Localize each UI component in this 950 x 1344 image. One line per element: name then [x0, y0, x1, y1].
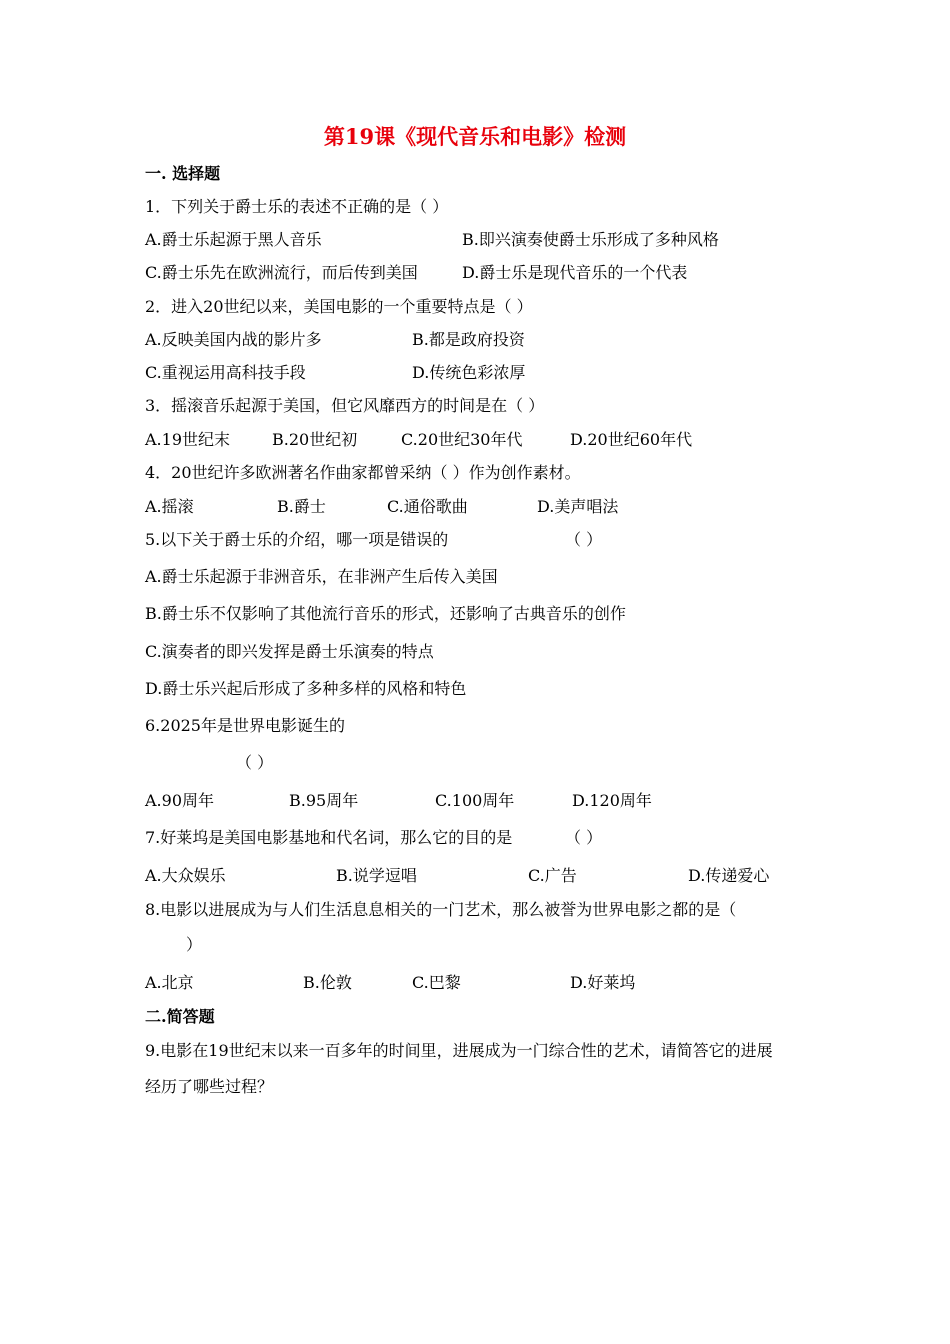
question-1-option-d: D.爵士乐是现代音乐的一个代表 — [462, 263, 688, 282]
question-3-option-d: D.20世纪60年代 — [570, 430, 693, 449]
question-6-option-d: D.120周年 — [572, 791, 652, 810]
section-heading-choice: 一. 选择题 — [145, 164, 221, 183]
question-1-option-c: C.爵士乐先在欧洲流行，而后传到美国 — [145, 263, 418, 282]
question-1-option-a: A.爵士乐起源于黑人音乐 — [145, 230, 322, 249]
question-7-option-c: C.广告 — [528, 866, 577, 885]
question-4-option-b: B.爵士 — [277, 497, 326, 516]
section-heading-short-answer: 二.简答题 — [145, 1007, 215, 1026]
question-4-stem: 4．20世纪许多欧洲著名作曲家都曾采纳（ ）作为创作素材。 — [145, 463, 581, 482]
question-7-option-d: D.传递爱心 — [688, 866, 770, 885]
question-2-option-b: B.都是政府投资 — [412, 330, 525, 349]
page-title: 第19课《现代音乐和电影》检测 — [323, 124, 627, 149]
question-5-option-b: B.爵士乐不仅影响了其他流行音乐的形式，还影响了古典音乐的创作 — [145, 604, 626, 623]
question-4-option-c: C.通俗歌曲 — [387, 497, 468, 516]
question-5-option-d: D.爵士乐兴起后形成了多种多样的风格和特色 — [145, 679, 467, 698]
question-4-option-a: A.摇滚 — [145, 497, 194, 516]
question-8-option-c: C.巴黎 — [412, 973, 461, 992]
question-6-stem: 6.2025年是世界电影诞生的 — [145, 716, 345, 735]
question-8-option-a: A.北京 — [145, 973, 194, 992]
question-3-stem: 3．摇滚音乐起源于美国，但它风靡西方的时间是在（ ） — [145, 396, 545, 415]
question-7-stem: 7.好莱坞是美国电影基地和代名词，那么它的目的是 — [145, 828, 513, 847]
question-7-option-b: B.说学逗唱 — [336, 866, 417, 885]
question-3-option-b: B.20世纪初 — [272, 430, 358, 449]
question-9-line-2: 经历了哪些过程？ — [145, 1077, 274, 1096]
question-9-line-1: 9.电影在19世纪末以来一百多年的时间里，进展成为一门综合性的艺术，请简答它的进展 — [145, 1041, 773, 1060]
question-6-option-c: C.100周年 — [435, 791, 515, 810]
question-6-option-a: A.90周年 — [145, 791, 215, 810]
question-8-option-d: D.好莱坞 — [570, 973, 636, 992]
question-2-option-d: D.传统色彩浓厚 — [412, 363, 526, 382]
question-5-stem: 5.以下关于爵士乐的介绍，哪一项是错误的 — [145, 530, 449, 549]
question-5-option-a: A.爵士乐起源于非洲音乐，在非洲产生后传入美国 — [145, 567, 498, 586]
question-1-option-b: B.即兴演奏使爵士乐形成了多种风格 — [462, 230, 719, 249]
question-6-option-b: B.95周年 — [289, 791, 359, 810]
question-8-stem-continued: ） — [186, 935, 203, 954]
question-5-answer-blank: （ ） — [565, 530, 603, 549]
question-2-option-a: A.反映美国内战的影片多 — [145, 330, 322, 349]
question-5-option-c: C.演奏者的即兴发挥是爵士乐演奏的特点 — [145, 642, 434, 661]
question-2-stem: 2．进入20世纪以来，美国电影的一个重要特点是（ ） — [145, 297, 533, 316]
question-7-answer-blank: （ ） — [565, 828, 603, 847]
question-3-option-a: A.19世纪末 — [145, 430, 231, 449]
question-2-option-c: C.重视运用高科技手段 — [145, 363, 306, 382]
question-8-stem: 8.电影以进展成为与人们生活息息相关的一门艺术，那么被誉为世界电影之都的是（ — [145, 900, 737, 919]
question-1-stem: 1．下列关于爵士乐的表述不正确的是（ ） — [145, 197, 449, 216]
question-8-option-b: B.伦敦 — [303, 973, 352, 992]
question-3-option-c: C.20世纪30年代 — [401, 430, 523, 449]
question-4-option-d: D.美声唱法 — [537, 497, 619, 516]
question-7-option-a: A.大众娱乐 — [145, 866, 226, 885]
question-6-answer-blank: （ ） — [236, 753, 274, 772]
